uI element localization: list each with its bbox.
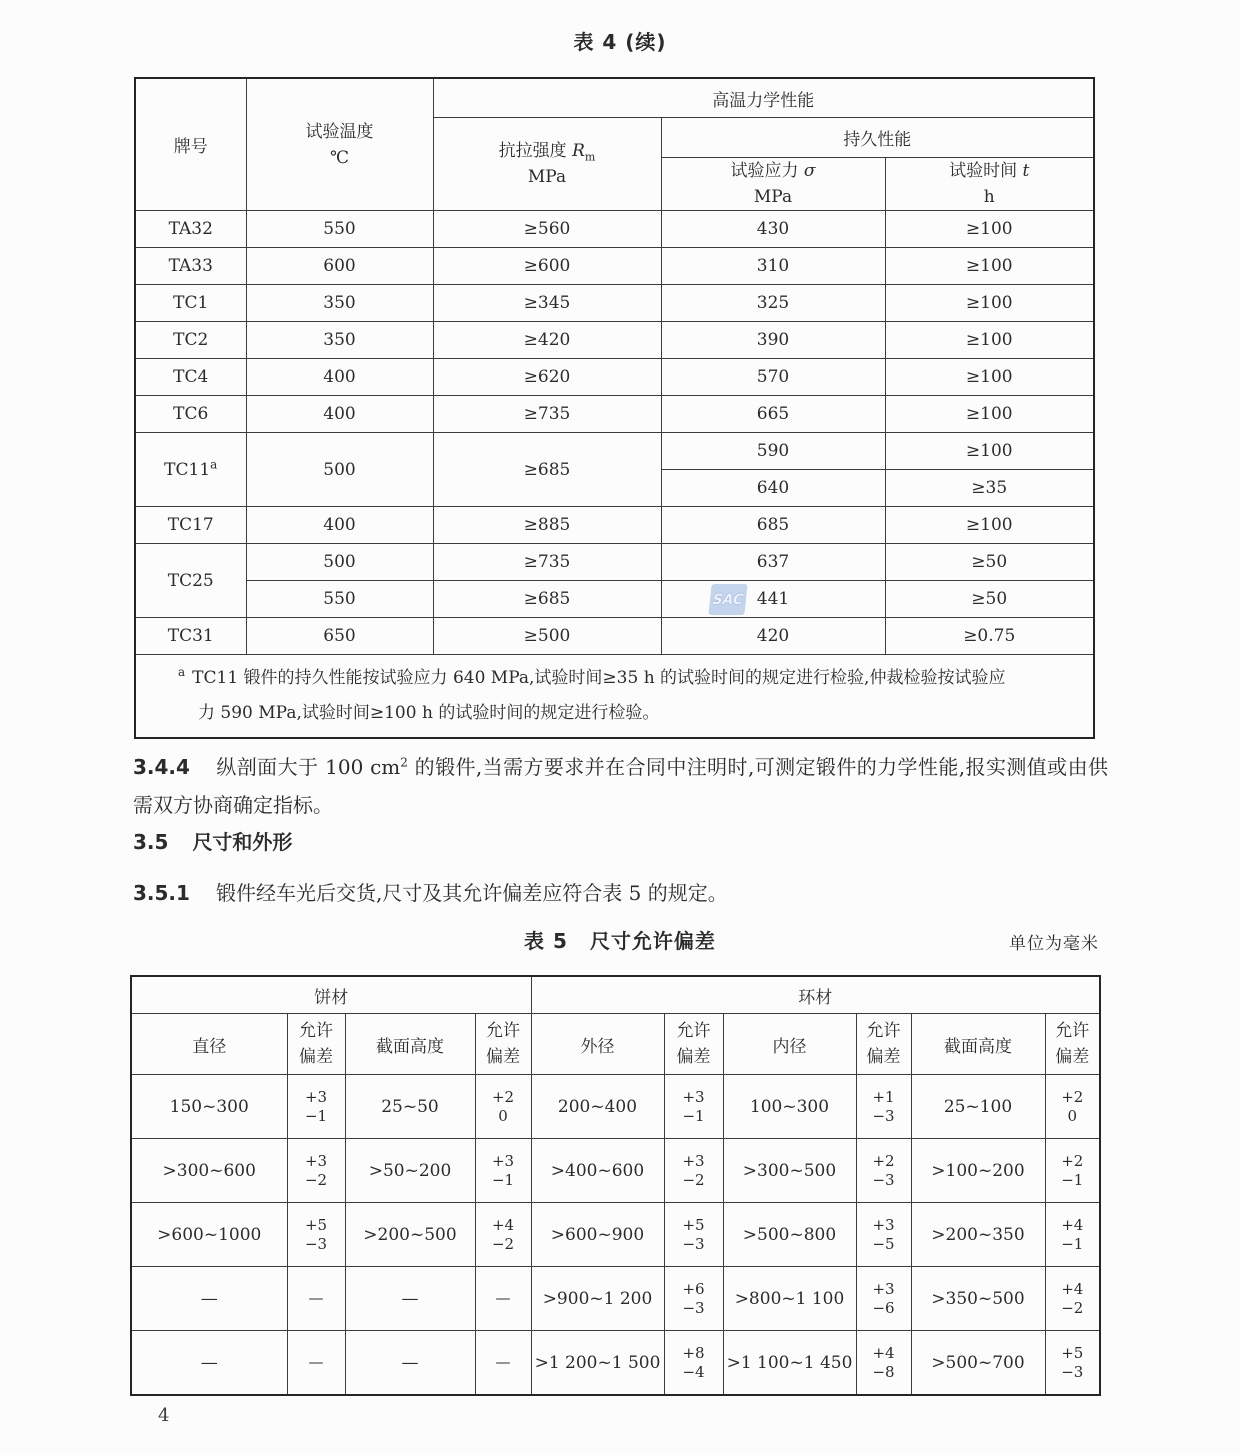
tolerance-lower: 0 xyxy=(1067,1106,1078,1125)
tolerance-lower: −1 xyxy=(304,1106,328,1125)
rm-cell: ≥735 xyxy=(433,396,661,433)
tolerance-upper: +2 xyxy=(872,1151,895,1170)
tolerance-upper: +3 xyxy=(682,1151,705,1170)
rm-cell: ≥735 xyxy=(433,544,661,581)
temp-cell: 550 xyxy=(246,581,433,618)
temp-cell: 350 xyxy=(246,322,433,359)
col-header-test-stress xyxy=(661,158,885,211)
col-header-high-temp-group: 高温力学性能 xyxy=(433,78,1094,118)
tolerance-cell xyxy=(1045,1331,1100,1396)
time-cell: ≥100 xyxy=(885,507,1094,544)
inner-diameter-cell: 100~300 xyxy=(723,1075,856,1139)
rm-cell: ≥685 xyxy=(433,433,661,507)
table-row-tc17 xyxy=(135,507,1094,544)
tolerance-cell xyxy=(664,1139,723,1203)
tolerance-cell xyxy=(475,1331,531,1396)
table-row-tc6 xyxy=(135,396,1094,433)
grade-cell: TC4 xyxy=(135,359,246,396)
tolerance-upper: +4 xyxy=(1061,1215,1084,1234)
rm-cell: ≥600 xyxy=(433,248,661,285)
tolerance-lower: −3 xyxy=(872,1106,895,1125)
tolerance-cell xyxy=(856,1267,911,1331)
tolerance-upper: +3 xyxy=(491,1151,515,1170)
tolerance-upper: +8 xyxy=(682,1343,705,1362)
tolerance-cell xyxy=(856,1139,911,1203)
temp-cell: 650 xyxy=(246,618,433,655)
tolerance-lower: −5 xyxy=(872,1234,895,1253)
temp-cell: 350 xyxy=(246,285,433,322)
grade-cell: TC11$^a$ xyxy=(135,433,246,507)
table4-high-temp-properties xyxy=(134,77,1095,739)
tolerance-lower: −2 xyxy=(1061,1298,1084,1317)
table5-label: 表 5 xyxy=(524,929,568,953)
tensile-strength-label: 抗拉强度 $R_m$ xyxy=(498,141,596,164)
col-header-inner-diameter: 内径 xyxy=(723,1014,856,1075)
col-header-outer-diameter: 外径 xyxy=(531,1014,664,1075)
grade-cell: TA32 xyxy=(135,211,246,248)
test-stress-label: 试验应力 σ xyxy=(730,161,816,181)
outer-diameter-cell: >1 200~1 500 xyxy=(531,1331,664,1396)
col-group-cake: 饼材 xyxy=(131,976,531,1014)
time-cell: ≥100 xyxy=(885,359,1094,396)
footnote-marker: a xyxy=(210,456,218,471)
tolerance-upper: +4 xyxy=(491,1215,515,1234)
tolerance-upper: +5 xyxy=(304,1215,328,1234)
tolerance-lower: −2 xyxy=(682,1170,705,1189)
table4-header-row-1 xyxy=(135,78,1094,118)
stress-cell: 665 xyxy=(661,396,885,433)
col-header-grade: 牌号 xyxy=(135,78,246,211)
section-height-cell: >350~500 xyxy=(911,1267,1045,1331)
tolerance-cell xyxy=(856,1203,911,1267)
inner-diameter-cell: >500~800 xyxy=(723,1203,856,1267)
tolerance-cell xyxy=(475,1075,531,1139)
celsius-unit: ℃ xyxy=(329,147,350,168)
clause-number: 3.4.4 xyxy=(133,755,190,779)
table-row-tc11 xyxy=(135,433,1094,470)
grade-cell: TC31 xyxy=(135,618,246,655)
table-row-tc25-sub xyxy=(135,581,1094,618)
tolerance-upper: — xyxy=(308,1289,324,1307)
tolerance-cell xyxy=(1045,1075,1100,1139)
stress-cell: 325 xyxy=(661,285,885,322)
grade-cell: TC1 xyxy=(135,285,246,322)
stress-cell: 637 xyxy=(661,544,885,581)
table5-name: 尺寸允许偏差 xyxy=(589,929,716,953)
time-cell: ≥100 xyxy=(885,322,1094,359)
tolerance-lower: 0 xyxy=(498,1106,508,1125)
table-row-tc1 xyxy=(135,285,1094,322)
table-row-tc25 xyxy=(135,544,1094,581)
temp-cell: 600 xyxy=(246,248,433,285)
grade-cell: TC25 xyxy=(135,544,246,618)
table-row-tc4 xyxy=(135,359,1094,396)
tolerance-cell xyxy=(475,1267,531,1331)
section-height-cell: 25~100 xyxy=(911,1075,1045,1139)
mpa-unit: MPa xyxy=(753,187,793,207)
unit-note: 单位为毫米 xyxy=(1009,934,1099,954)
diameter-cell: — xyxy=(131,1267,287,1331)
table5-header-row-2 xyxy=(131,1014,1100,1075)
inner-diameter-cell: >800~1 100 xyxy=(723,1267,856,1331)
tolerance-upper: +4 xyxy=(872,1343,895,1362)
table-row xyxy=(131,1331,1100,1396)
col-header-tolerance: 允许 偏差 xyxy=(475,1014,531,1075)
time-cell: ≥100 xyxy=(885,396,1094,433)
rm-cell: ≥560 xyxy=(433,211,661,248)
temp-cell: 400 xyxy=(246,359,433,396)
col-header-tolerance: 允许 偏差 xyxy=(287,1014,345,1075)
col-group-ring: 环材 xyxy=(531,976,1100,1014)
heading-3-5: 3.5 尺寸和外形 xyxy=(133,830,293,854)
grade-cell: TC17 xyxy=(135,507,246,544)
temp-cell: 400 xyxy=(246,396,433,433)
rm-cell: ≥885 xyxy=(433,507,661,544)
table5-header-row-1 xyxy=(131,976,1100,1014)
tolerance-upper: +3 xyxy=(304,1087,328,1106)
tolerance-upper: +2 xyxy=(1061,1087,1084,1106)
clause-number: 3.5.1 xyxy=(133,881,190,905)
stress-cell: 640 xyxy=(661,470,885,507)
temp-cell: 500 xyxy=(246,544,433,581)
col-header-section-height: 截面高度 xyxy=(345,1014,475,1075)
col-header-test-time xyxy=(885,158,1094,211)
tolerance-upper: +2 xyxy=(491,1087,515,1106)
tolerance-upper: +3 xyxy=(872,1215,895,1234)
tolerance-upper: +5 xyxy=(682,1215,705,1234)
tolerance-lower: −1 xyxy=(1061,1170,1084,1189)
table-row-ta32 xyxy=(135,211,1094,248)
col-header-section-height: 截面高度 xyxy=(911,1014,1045,1075)
time-cell: ≥35 xyxy=(885,470,1094,507)
rm-cell: ≥620 xyxy=(433,359,661,396)
page-number: 4 xyxy=(158,1405,170,1426)
sigma-symbol: σ xyxy=(803,161,816,181)
grade-cell: TC6 xyxy=(135,396,246,433)
footnote-cell xyxy=(135,655,1094,739)
temp-cell: 550 xyxy=(246,211,433,248)
outer-diameter-cell: 200~400 xyxy=(531,1075,664,1139)
tolerance-upper: — xyxy=(495,1289,511,1307)
tolerance-lower: −3 xyxy=(682,1234,705,1253)
col-header-tolerance: 允许 偏差 xyxy=(1045,1014,1100,1075)
tolerance-lower: −1 xyxy=(1061,1234,1084,1253)
outer-diameter-cell: >900~1 200 xyxy=(531,1267,664,1331)
footnote-line-2: 力 590 MPa,试验时间≥100 h 的试验时间的规定进行检验。 xyxy=(198,703,660,723)
stress-cell: 590 xyxy=(661,433,885,470)
stress-cell: 430 xyxy=(661,211,885,248)
time-cell: ≥100 xyxy=(885,211,1094,248)
tolerance-lower: −2 xyxy=(304,1170,328,1189)
tolerance-cell xyxy=(664,1331,723,1396)
section-height-cell: >200~500 xyxy=(345,1203,475,1267)
time-cell: ≥100 xyxy=(885,248,1094,285)
test-time-label: 试验时间 t xyxy=(949,161,1030,181)
clause-3-4-4: 3.4.4 纵剖面大于 100 $cm^2$ 的锻件,当需方要求并在合同中注明时,可测定锻件的力学性能,报实测值或由供需双方协商确定指标。 xyxy=(133,755,1108,817)
tolerance-lower: −3 xyxy=(1061,1362,1084,1381)
test-temperature-label: 试验温度 xyxy=(305,121,374,142)
time-cell: ≥0.75 xyxy=(885,618,1094,655)
tolerance-lower: −2 xyxy=(491,1234,515,1253)
inner-diameter-cell: >1 100~1 450 xyxy=(723,1331,856,1396)
tolerance-cell xyxy=(287,1075,345,1139)
tolerance-cell xyxy=(287,1331,345,1396)
tolerance-upper: +5 xyxy=(1061,1343,1084,1362)
table-row-ta33 xyxy=(135,248,1094,285)
outer-diameter-cell: >400~600 xyxy=(531,1139,664,1203)
temp-cell: 400 xyxy=(246,507,433,544)
table5-dimensional-tolerances xyxy=(130,975,1101,1396)
grade-cell: TA33 xyxy=(135,248,246,285)
tolerance-lower: −4 xyxy=(682,1362,705,1381)
tolerance-cell xyxy=(856,1075,911,1139)
tolerance-cell xyxy=(1045,1203,1100,1267)
tolerance-cell xyxy=(664,1203,723,1267)
stress-cell: 390 xyxy=(661,322,885,359)
tolerance-lower: −1 xyxy=(491,1170,515,1189)
table4-footnote-row xyxy=(135,655,1094,739)
section-height-cell: >100~200 xyxy=(911,1139,1045,1203)
tolerance-upper: +1 xyxy=(872,1087,895,1106)
rm-cell: ≥685 xyxy=(433,581,661,618)
stress-cell: 310 xyxy=(661,248,885,285)
section-height-cell: — xyxy=(345,1267,475,1331)
table-row xyxy=(131,1075,1100,1139)
time-cell: ≥100 xyxy=(885,285,1094,322)
tolerance-cell xyxy=(475,1139,531,1203)
sac-watermark: SAC xyxy=(708,584,747,615)
stress-cell: 441 xyxy=(661,581,885,618)
tolerance-cell xyxy=(1045,1139,1100,1203)
table-row xyxy=(131,1267,1100,1331)
tolerance-upper: — xyxy=(308,1353,324,1371)
tolerance-upper: — xyxy=(495,1353,511,1371)
tolerance-cell xyxy=(475,1203,531,1267)
time-cell: ≥50 xyxy=(885,544,1094,581)
tolerance-cell xyxy=(287,1139,345,1203)
section-height-cell: 25~50 xyxy=(345,1075,475,1139)
rm-cell: ≥420 xyxy=(433,322,661,359)
tolerance-lower: −3 xyxy=(682,1298,705,1317)
table4-caption: 表 4 (续) xyxy=(573,30,667,54)
rm-subscript: m xyxy=(584,150,596,164)
table-row-tc2 xyxy=(135,322,1094,359)
section-height-cell: >200~350 xyxy=(911,1203,1045,1267)
tolerance-cell xyxy=(664,1075,723,1139)
stress-cell: 420 xyxy=(661,618,885,655)
tolerance-upper: +2 xyxy=(1061,1151,1084,1170)
footnote-line-1: $^a$ TC11 锻件的持久性能按试验应力 640 MPa,试验时间≥35 h 的试验时间的规定进行检验,仲裁检验按试验应 xyxy=(178,665,1006,688)
time-cell: ≥100 xyxy=(885,433,1094,470)
superscript-2: 2 xyxy=(400,755,408,770)
tolerance-lower: −6 xyxy=(872,1298,895,1317)
tolerance-lower: −1 xyxy=(682,1106,705,1125)
temp-cell: 500 xyxy=(246,433,433,507)
section-height-cell: — xyxy=(345,1331,475,1396)
col-header-tensile-strength xyxy=(433,118,661,211)
tolerance-cell xyxy=(1045,1267,1100,1331)
section-height-cell: >500~700 xyxy=(911,1331,1045,1396)
tolerance-upper: +4 xyxy=(1061,1279,1084,1298)
tolerance-upper: +3 xyxy=(682,1087,705,1106)
diameter-cell: >600~1000 xyxy=(131,1203,287,1267)
tolerance-upper: +6 xyxy=(682,1279,705,1298)
tolerance-cell xyxy=(664,1267,723,1331)
stress-cell: 685 xyxy=(661,507,885,544)
hour-unit: h xyxy=(983,187,995,207)
diameter-cell: — xyxy=(131,1331,287,1396)
tolerance-cell xyxy=(287,1267,345,1331)
tolerance-lower: −3 xyxy=(304,1234,328,1253)
t-symbol: t xyxy=(1022,161,1030,181)
tolerance-upper: +3 xyxy=(304,1151,328,1170)
table-row xyxy=(131,1139,1100,1203)
col-header-tolerance: 允许 偏差 xyxy=(856,1014,911,1075)
mpa-unit: MPa xyxy=(527,167,567,187)
table-row-tc31 xyxy=(135,618,1094,655)
clause-number: 3.5 xyxy=(133,830,169,854)
rm-symbol: R xyxy=(572,141,585,161)
section-height-cell: >50~200 xyxy=(345,1139,475,1203)
outer-diameter-cell: >600~900 xyxy=(531,1203,664,1267)
tolerance-upper: +3 xyxy=(872,1279,895,1298)
rm-cell: ≥345 xyxy=(433,285,661,322)
col-header-tolerance: 允许 偏差 xyxy=(664,1014,723,1075)
diameter-cell: >300~600 xyxy=(131,1139,287,1203)
tolerance-cell xyxy=(856,1331,911,1396)
grade-cell: TC2 xyxy=(135,322,246,359)
footnote-marker: a xyxy=(178,665,186,680)
tolerance-lower: −8 xyxy=(872,1362,895,1381)
table-row xyxy=(131,1203,1100,1267)
col-header-endurance-group: 持久性能 xyxy=(661,118,1094,158)
time-cell: ≥50 xyxy=(885,581,1094,618)
stress-cell: 570 xyxy=(661,359,885,396)
tolerance-lower: −3 xyxy=(872,1170,895,1189)
diameter-cell: 150~300 xyxy=(131,1075,287,1139)
tolerance-cell xyxy=(287,1203,345,1267)
col-header-test-temperature xyxy=(246,78,433,211)
clause-3-5-1: 3.5.1 锻件经车光后交货,尺寸及其允许偏差应符合表 5 的规定。 xyxy=(133,881,728,905)
inner-diameter-cell: >300~500 xyxy=(723,1139,856,1203)
rm-cell: ≥500 xyxy=(433,618,661,655)
col-header-diameter: 直径 xyxy=(131,1014,287,1075)
